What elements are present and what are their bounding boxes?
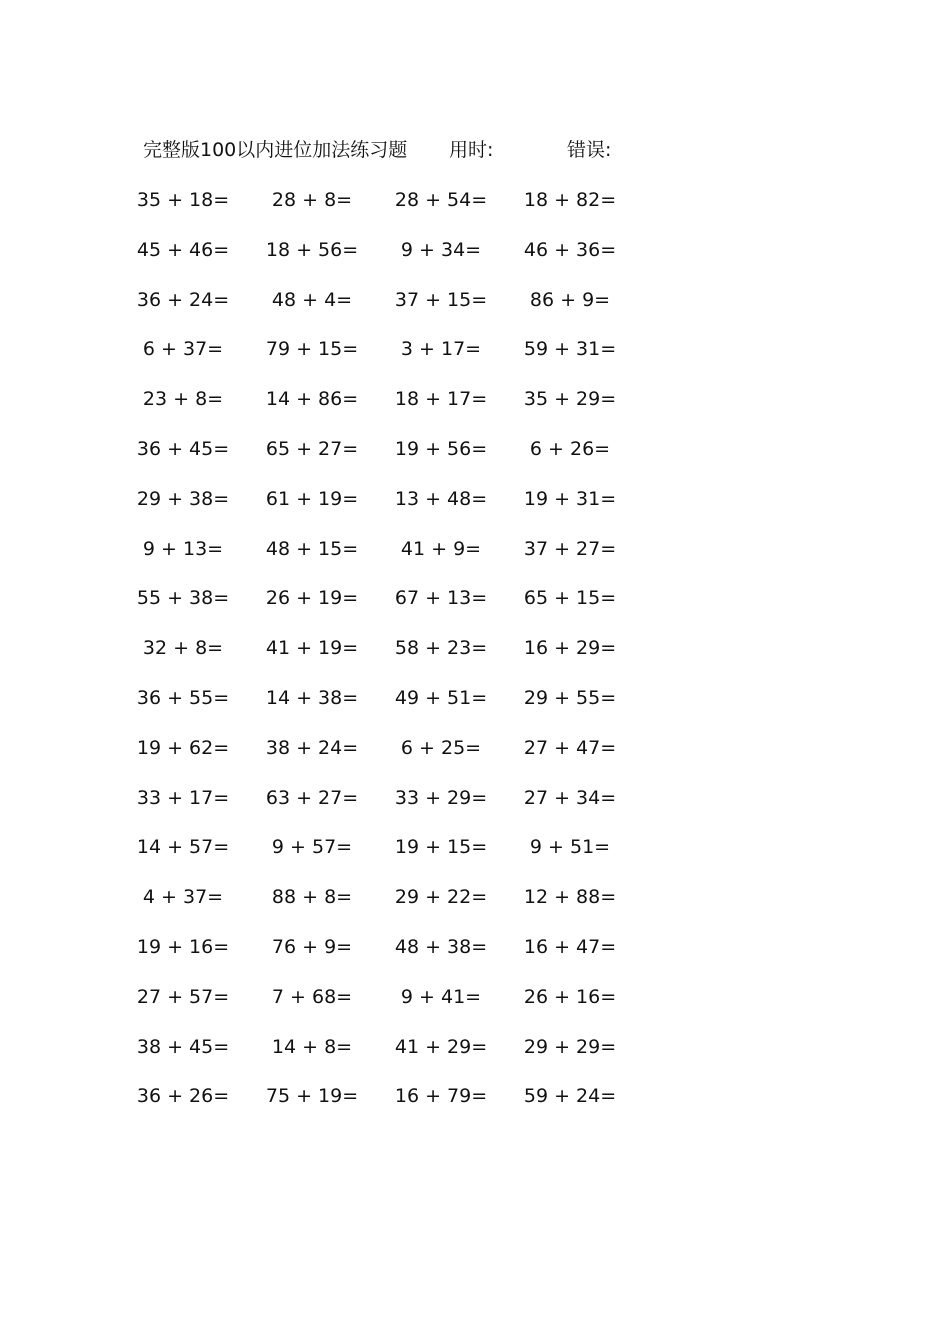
problem-cell: 63 + 27=: [265, 786, 359, 809]
problem-cell: 29 + 38=: [136, 487, 230, 510]
problem-cell: 33 + 29=: [394, 786, 488, 809]
problem-cell: 36 + 26=: [136, 1085, 230, 1108]
problem-cell: 6 + 26=: [529, 437, 611, 460]
problem-cell: 65 + 27=: [265, 437, 359, 460]
problem-cell: 16 + 79=: [394, 1085, 488, 1108]
problem-cell: 9 + 41=: [400, 985, 482, 1008]
problem-cell: 55 + 38=: [136, 587, 230, 610]
time-used-label: 用时:: [449, 139, 494, 161]
worksheet-title: 完整版100以内进位加法练习题: [143, 139, 408, 161]
problem-cell: 3 + 17=: [400, 338, 482, 361]
problem-cell: 19 + 31=: [523, 487, 617, 510]
problem-row: [136, 933, 663, 983]
problem-cell: 29 + 29=: [523, 1035, 617, 1058]
problem-cell: 36 + 45=: [136, 437, 230, 460]
problem-cell: 14 + 8=: [271, 1035, 353, 1058]
problem-cell: 19 + 56=: [394, 437, 488, 460]
problem-row: [136, 734, 663, 784]
problem-cell: 19 + 62=: [136, 736, 230, 759]
problem-cell: 28 + 8=: [271, 189, 353, 211]
problem-cell: 48 + 4=: [271, 288, 353, 311]
problem-cell: 38 + 45=: [136, 1035, 230, 1058]
problem-cell: 48 + 15=: [265, 537, 359, 560]
problem-cell: 27 + 34=: [523, 786, 617, 809]
problem-cell: 9 + 51=: [529, 836, 611, 859]
problem-cell: 41 + 9=: [400, 537, 482, 560]
problem-row: [136, 236, 663, 286]
problem-cell: 26 + 19=: [265, 587, 359, 610]
problem-cell: 35 + 29=: [523, 388, 617, 411]
problem-cell: 13 + 48=: [394, 487, 488, 510]
problem-row: [136, 584, 663, 634]
problem-cell: 67 + 13=: [394, 587, 488, 610]
problem-cell: 36 + 24=: [136, 288, 230, 311]
problem-cell: 6 + 37=: [142, 338, 224, 361]
problem-cell: 37 + 27=: [523, 537, 617, 560]
problem-cell: 33 + 17=: [136, 786, 230, 809]
problem-row: [136, 833, 663, 883]
problem-cell: 37 + 15=: [394, 288, 488, 311]
problem-row: [136, 784, 663, 834]
problem-cell: 9 + 34=: [400, 238, 482, 261]
problem-cell: 16 + 47=: [523, 935, 617, 958]
problem-cell: 32 + 8=: [142, 637, 224, 660]
problem-cell: 27 + 47=: [523, 736, 617, 759]
problem-cell: 41 + 19=: [265, 637, 359, 660]
problem-cell: 38 + 24=: [265, 736, 359, 759]
problem-cell: 26 + 16=: [523, 985, 617, 1008]
problem-cell: 14 + 86=: [265, 388, 359, 411]
problem-cell: 9 + 13=: [142, 537, 224, 560]
problem-cell: 79 + 15=: [265, 338, 359, 361]
problem-cell: 76 + 9=: [271, 935, 353, 958]
problem-cell: 59 + 24=: [523, 1085, 617, 1108]
problem-cell: 29 + 55=: [523, 686, 617, 709]
problem-cell: 27 + 57=: [136, 985, 230, 1008]
problem-cell: 36 + 55=: [136, 686, 230, 709]
problem-row: [143, 535, 663, 585]
problem-row: [143, 883, 663, 933]
problem-cell: 19 + 16=: [136, 935, 230, 958]
problem-cell: 61 + 19=: [265, 487, 359, 510]
problem-cell: 16 + 29=: [523, 637, 617, 660]
problem-row: [136, 1033, 663, 1083]
problem-row: [136, 1082, 663, 1132]
problem-row: [136, 684, 663, 734]
problem-row: [136, 485, 663, 535]
problem-cell: 75 + 19=: [265, 1085, 359, 1108]
problem-cell: 14 + 38=: [265, 686, 359, 709]
problem-cell: 86 + 9=: [529, 288, 611, 311]
problem-cell: 18 + 17=: [394, 388, 488, 411]
problem-cell: 18 + 82=: [523, 189, 617, 211]
problem-cell: 88 + 8=: [271, 886, 353, 909]
problem-cell: 9 + 57=: [271, 836, 353, 859]
problem-cell: 18 + 56=: [265, 238, 359, 261]
problem-row: [136, 186, 663, 236]
problem-cell: 19 + 15=: [394, 836, 488, 859]
problem-cell: 35 + 18=: [136, 189, 230, 211]
worksheet-header: [143, 136, 663, 164]
problem-row: [143, 385, 663, 435]
problem-cell: 41 + 29=: [394, 1035, 488, 1058]
problem-row: [143, 335, 663, 385]
problem-cell: 6 + 25=: [400, 736, 482, 759]
problem-cell: 12 + 88=: [523, 886, 617, 909]
problem-cell: 59 + 31=: [523, 338, 617, 361]
problem-cell: 45 + 46=: [136, 238, 230, 261]
problem-cell: 23 + 8=: [142, 388, 224, 411]
problem-grid: [136, 186, 663, 1132]
problem-row: [136, 435, 663, 485]
problem-row: [143, 634, 663, 684]
problem-cell: 7 + 68=: [271, 985, 353, 1008]
errors-label: 错误:: [567, 139, 612, 161]
problem-cell: 29 + 22=: [394, 886, 488, 909]
problem-cell: 48 + 38=: [394, 935, 488, 958]
problem-cell: 65 + 15=: [523, 587, 617, 610]
problem-row: [136, 983, 663, 1033]
problem-row: [136, 286, 663, 336]
problem-cell: 46 + 36=: [523, 238, 617, 261]
problem-cell: 49 + 51=: [394, 686, 488, 709]
problem-cell: 58 + 23=: [394, 637, 488, 660]
problem-cell: 28 + 54=: [394, 189, 488, 211]
problem-cell: 4 + 37=: [142, 886, 224, 909]
problem-cell: 14 + 57=: [136, 836, 230, 859]
